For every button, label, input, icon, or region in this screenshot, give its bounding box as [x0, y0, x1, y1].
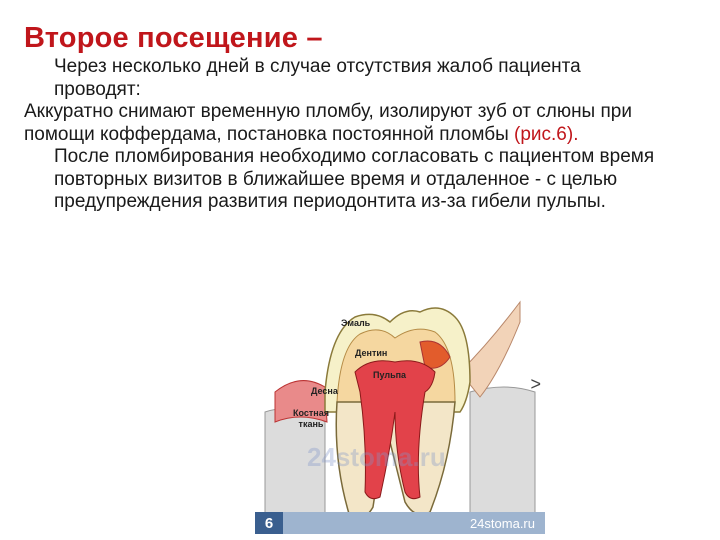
label-bone: Костная ткань: [293, 408, 329, 429]
paragraph-3: После пломбирования необходимо согласовать с пациентом время повторных визитов в ближайшее время и отдаленное - с целью предупреждения развития периодонтита из-за гибели пульпы.: [54, 146, 655, 212]
paragraph-2: [24, 101, 704, 146]
label-dentin: Дентин: [355, 348, 388, 358]
label-gum: Десна: [311, 386, 338, 396]
slide-body: [24, 56, 704, 214]
paragraph-2-text: Аккуратно снимают временную пломбу, изолируют зуб от слюны при помощи коффердама, постановка постоянной пломбы: [24, 101, 632, 145]
paragraph-1-line-1: Через несколько дней в случае отсутствия жалоб пациента: [54, 56, 581, 77]
watermark: 24stoma.ru: [307, 442, 446, 472]
label-enamel: Эмаль: [341, 318, 371, 328]
figure-reference: (рис.6).: [514, 123, 579, 145]
slide-title: Второе посещение –: [24, 22, 323, 54]
label-pulp: Пульпа: [373, 370, 407, 380]
figure-source: 24stoma.ru: [283, 512, 545, 534]
paragraph-1: [24, 56, 704, 101]
figure-number: 6: [255, 512, 283, 534]
tooth-figure: [255, 262, 545, 534]
tooth-illustration: [255, 262, 545, 534]
paragraph-1-line-2: проводят:: [54, 78, 141, 100]
arrow-icon: >: [530, 374, 541, 394]
